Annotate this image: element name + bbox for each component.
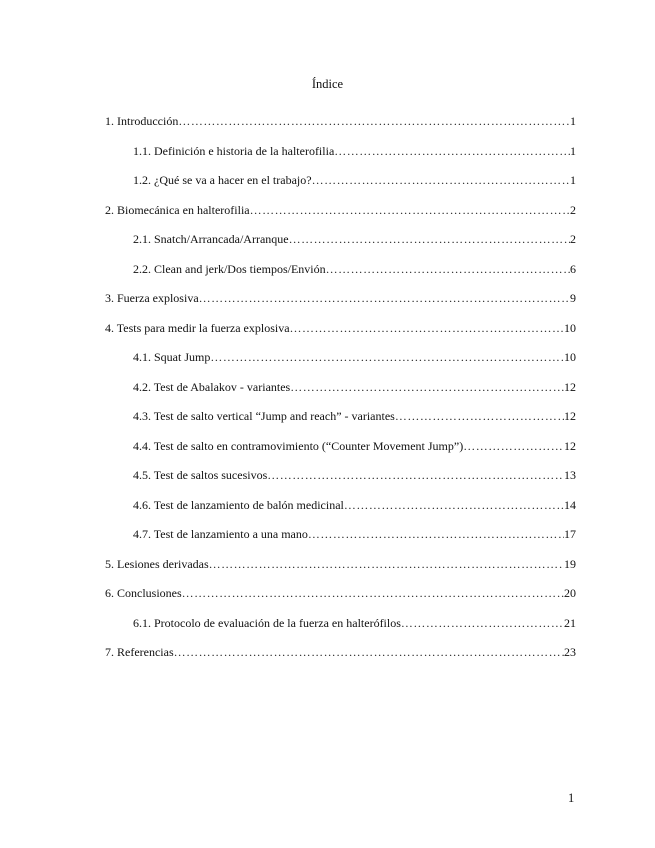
toc-entry-page: 1 [570,144,576,158]
dot-leader [174,643,564,661]
dot-leader [178,112,570,130]
toc-entry-page: 14 [564,498,576,512]
toc-entry-label: 4.7. Test de lanzamiento a una mano [133,527,308,541]
toc-entry-protocolo[interactable] [133,614,576,632]
toc-entry-que-se-va-a-hacer[interactable] [133,171,576,189]
toc-entry-page: 1 [570,114,576,128]
toc-entry-lanzamiento-una-mano[interactable] [133,525,576,543]
toc-entry-label: 4.3. Test de salto vertical “Jump and reach” - variantes [133,409,395,423]
dot-leader [290,319,564,337]
dot-leader [209,555,564,573]
toc-entry-label: 4. Tests para medir la fuerza explosiva [105,321,290,335]
dot-leader [290,378,564,396]
toc-entry-page: 20 [564,586,576,600]
toc-entry-page: 21 [564,616,576,630]
toc-entry-page: 1 [570,173,576,187]
toc-entry-page: 6 [570,262,576,276]
dot-leader [210,348,564,366]
toc-entry-lesiones[interactable] [105,555,576,573]
toc-entry-label: 4.6. Test de lanzamiento de balón medicinal [133,498,344,512]
dot-leader [334,142,570,160]
toc-entry-label: 4.4. Test de salto en contramovimiento (“Counter Movement Jump”) [133,439,464,453]
page-number: 1 [568,791,575,805]
toc-entry-page: 9 [570,291,576,305]
toc-entry-page: 19 [564,557,576,571]
toc-entry-page: 23 [564,645,576,659]
dot-leader [267,466,564,484]
toc-entry-page: 2 [570,203,576,217]
dot-leader [312,171,570,189]
toc-entry-conclusiones[interactable] [105,584,576,602]
dot-leader [250,201,570,219]
dot-leader [344,496,564,514]
dot-leader [182,584,564,602]
toc-entry-balon-medicinal[interactable] [133,496,576,514]
dot-leader [199,289,570,307]
dot-leader [395,407,564,425]
toc-entry-label: 2.1. Snatch/Arrancada/Arranque [133,232,289,246]
toc-entry-label: 2.2. Clean and jerk/Dos tiempos/Envión [133,262,326,276]
toc-entry-page: 12 [564,439,576,453]
toc-entry-abalakov[interactable] [133,378,576,396]
toc-entry-page: 12 [564,380,576,394]
toc-entry-page: 12 [564,409,576,423]
toc-entry-label: 1.2. ¿Qué se va a hacer en el trabajo? [133,173,312,187]
toc-entry-label: 1.1. Definición e historia de la halterofilia [133,144,335,158]
toc-entry-referencias[interactable] [105,643,576,661]
toc-entry-definicion-historia[interactable] [133,142,576,160]
toc-entry-page: 17 [564,527,576,541]
toc-entry-page: 10 [564,321,576,335]
toc-entry-introduccion[interactable] [105,112,576,130]
toc-entry-tests[interactable] [105,319,576,337]
toc-entry-label: 7. Referencias [105,645,174,659]
toc-entry-clean-and-jerk[interactable] [133,260,576,278]
toc-entry-label: 6. Conclusiones [105,586,182,600]
toc-entry-squat-jump[interactable] [133,348,576,366]
page-title: Índice [311,77,344,91]
toc-entry-fuerza-explosiva[interactable] [105,289,576,307]
toc-entry-label: 4.5. Test de saltos sucesivos [133,468,268,482]
toc-entry-jump-and-reach[interactable] [133,407,576,425]
dot-leader [326,260,570,278]
toc-entry-label: 2. Biomecánica en halterofilia [105,203,250,217]
toc-entry-label: 5. Lesiones derivadas [105,557,209,571]
toc-entry-label: 4.1. Squat Jump [133,350,211,364]
toc-entry-label: 6.1. Protocolo de evaluación de la fuerza en halterófilos [133,616,401,630]
toc-entry-label: 3. Fuerza explosiva [105,291,199,305]
toc-entry-page: 2 [570,232,576,246]
toc-entry-saltos-sucesivos[interactable] [133,466,576,484]
dot-leader [401,614,564,632]
dot-leader [308,525,564,543]
toc-entry-page: 13 [564,468,576,482]
toc-entry-label: 1. Introducción [105,114,179,128]
toc-entry-snatch[interactable] [133,230,576,248]
dot-leader [289,230,570,248]
toc-entry-counter-movement-jump[interactable] [133,437,576,455]
toc-entry-page: 10 [564,350,576,364]
toc-entry-biomecanica[interactable] [105,201,576,219]
toc-entry-label: 4.2. Test de Abalakov - variantes [133,380,291,394]
dot-leader [463,437,564,455]
